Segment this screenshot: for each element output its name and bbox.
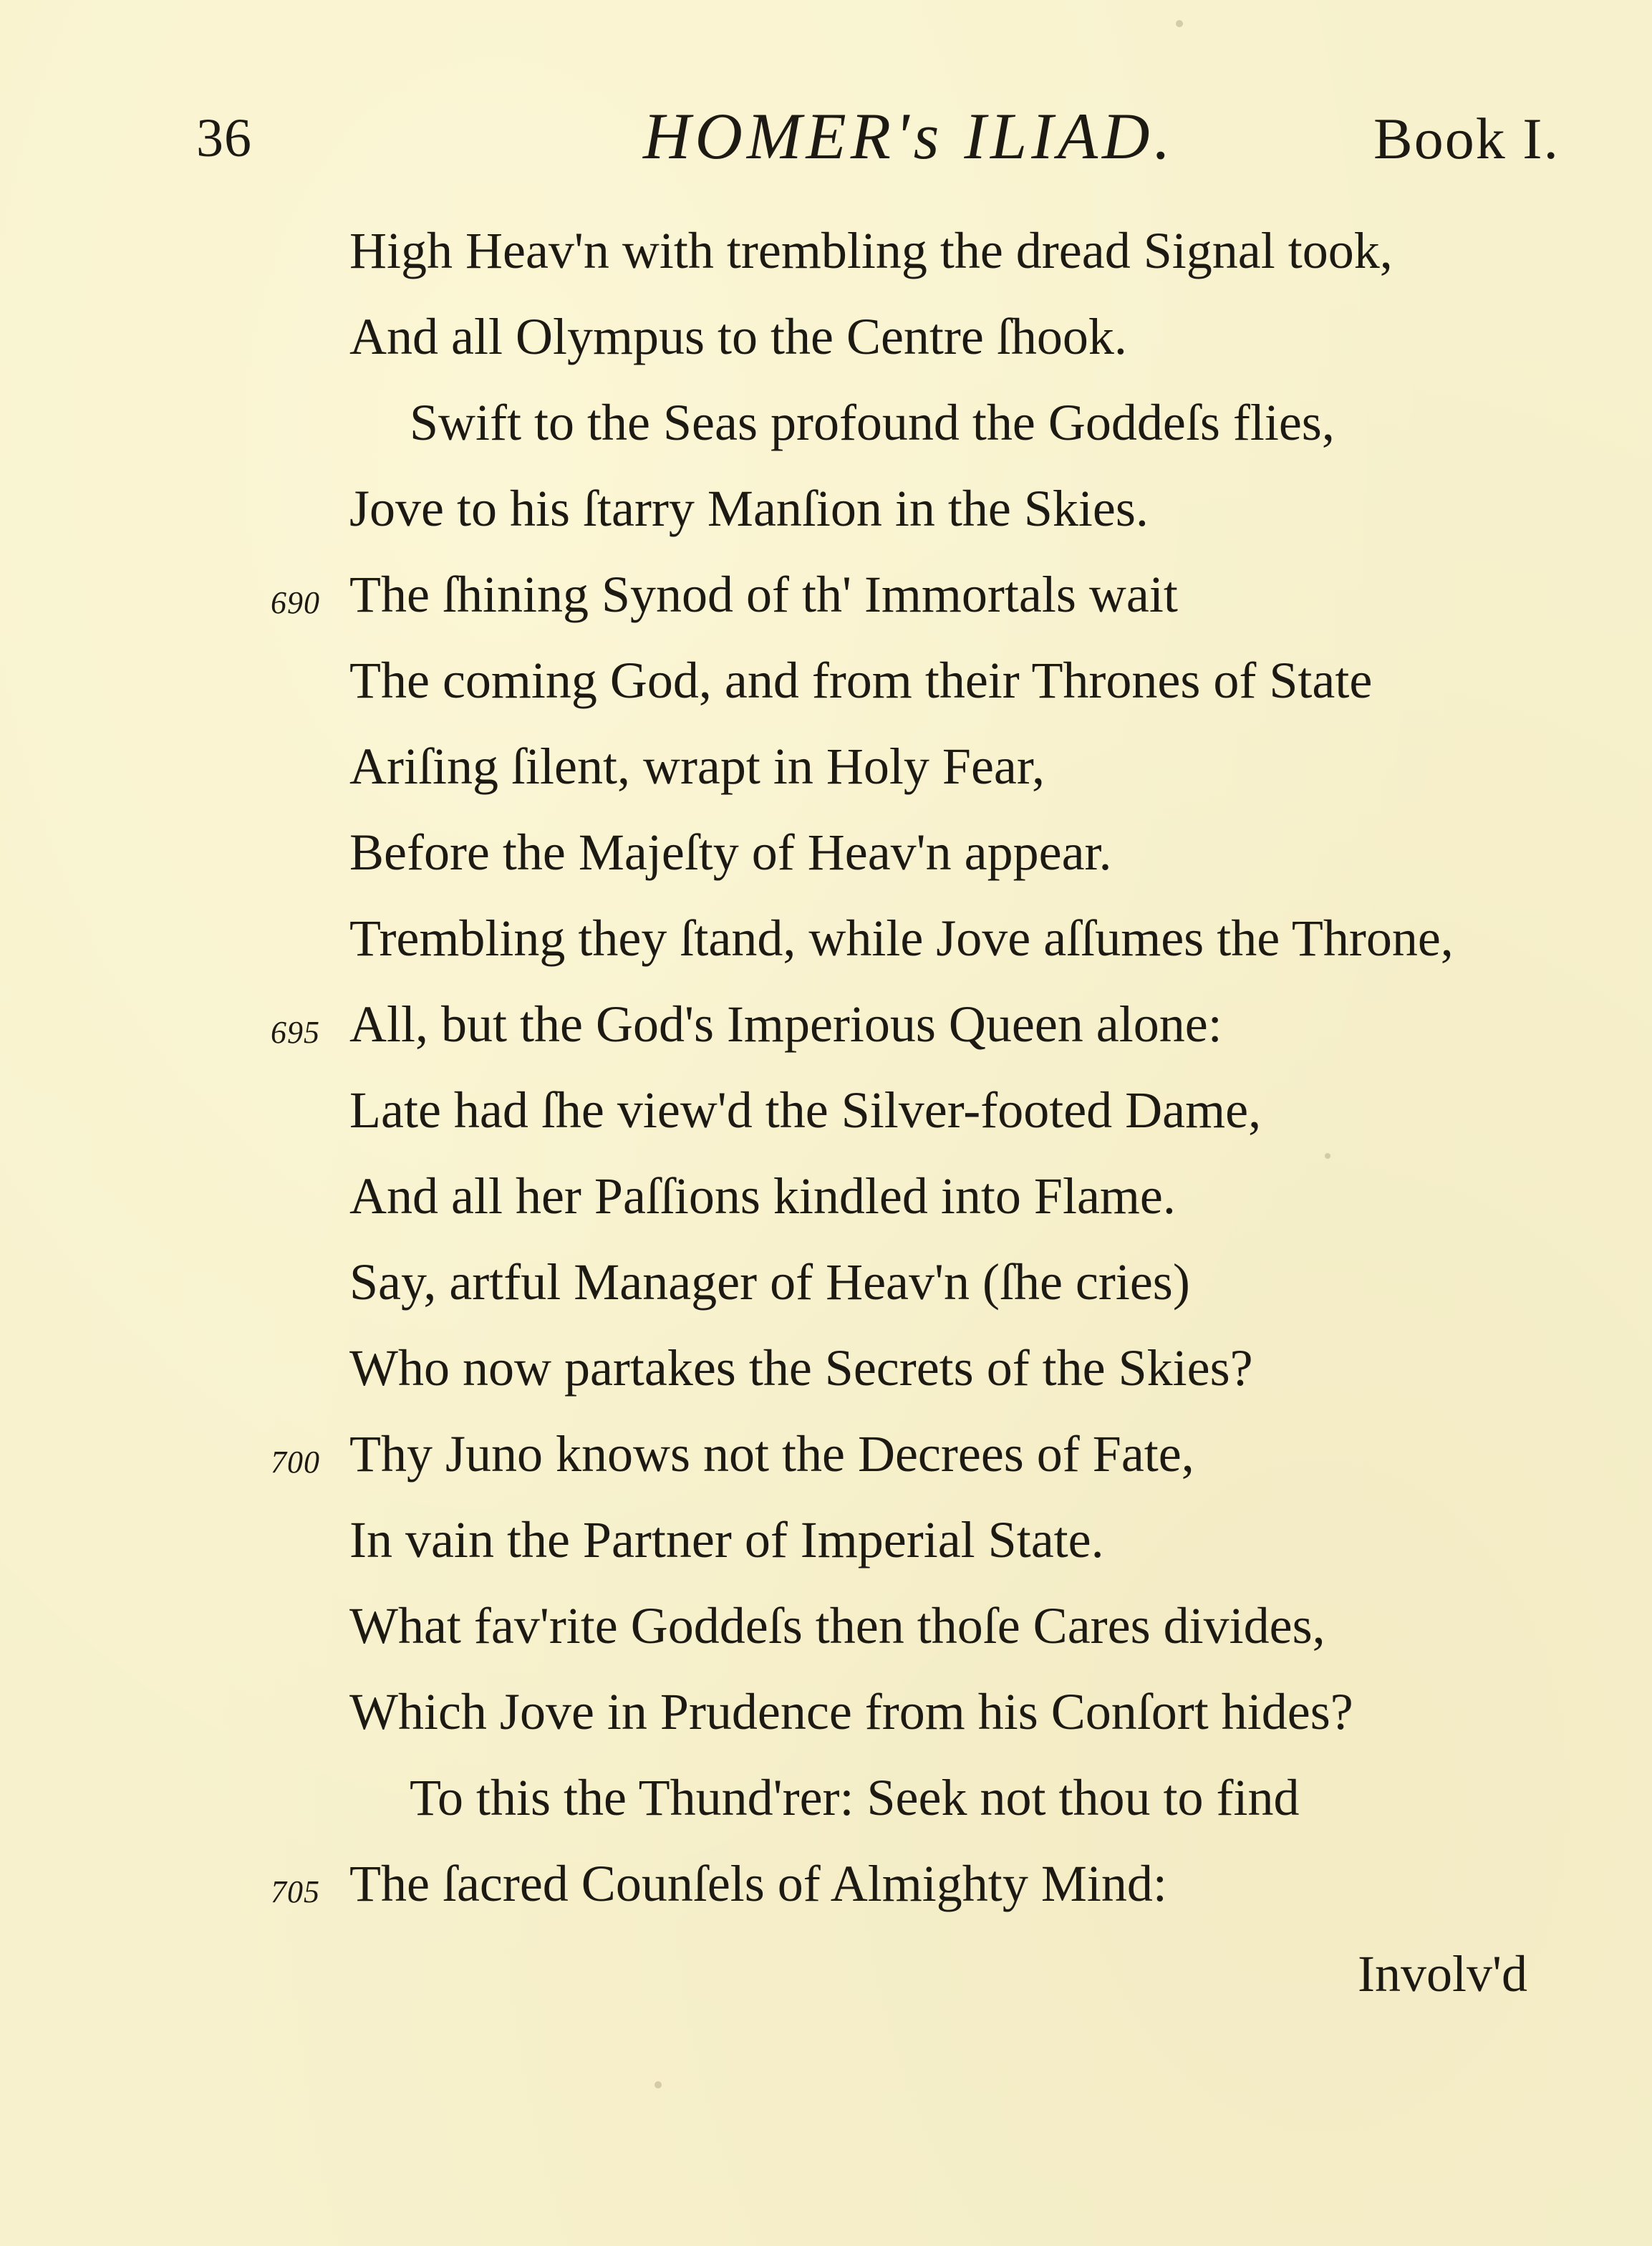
verse-text: The ſhining Synod of th' Immortals wait [349, 566, 1178, 623]
verse-text: Ariſing ſilent, wrapt in Holy Fear, [349, 738, 1045, 795]
book-label: Book I. [1373, 106, 1560, 171]
verse-text: In vain the Partner of Imperial State. [349, 1511, 1104, 1568]
verse-text: Which Jove in Prudence from his Conſort hides? [349, 1683, 1353, 1740]
verse-text: Before the Majeſty of Heav'n appear. [349, 824, 1112, 881]
line-number: 700 [271, 1445, 320, 1480]
verse-line [0, 809, 1652, 895]
verse-line [0, 1239, 1652, 1325]
verse-line [0, 294, 1652, 380]
verse-text: And all Olympus to the Centre ſhook. [349, 308, 1127, 365]
line-number: 705 [271, 1874, 320, 1909]
verse-text: Who now partakes the Secrets of the Skies? [349, 1339, 1253, 1397]
verse-text: Trembling they ſtand, while Jove aſſumes the Throne, [349, 910, 1454, 967]
verse-line [0, 1755, 1652, 1841]
verse-line [0, 208, 1652, 294]
verse-text: Jove to his ſtarry Manſion in the Skies. [349, 480, 1149, 537]
verse-line [0, 466, 1652, 551]
verse-line [0, 1153, 1652, 1239]
running-title: HOMER's ILIAD. [643, 100, 1175, 173]
line-number: 695 [271, 1015, 320, 1050]
verse-line [0, 1583, 1652, 1669]
paper-speck [654, 2081, 662, 2088]
verse-text: Swift to the Seas profound the Goddeſs flies, [410, 394, 1335, 451]
verse-line [0, 1497, 1652, 1583]
paper-speck [1325, 1153, 1330, 1159]
paper-speck [1176, 20, 1183, 27]
page-header [0, 100, 1652, 179]
verse-line [0, 1669, 1652, 1755]
verse-text: High Heav'n with trembling the dread Signal took, [349, 222, 1393, 279]
verse-line [0, 981, 1652, 1067]
verse-text: The ſacred Counſels of Almighty Mind: [349, 1855, 1167, 1912]
verse-line [0, 380, 1652, 466]
verse-text: Late had ſhe view'd the Silver-footed Dame, [349, 1081, 1262, 1139]
verse-text: All, but the God's Imperious Queen alone: [349, 996, 1222, 1053]
verse-line [0, 1067, 1652, 1153]
verse-line [0, 1411, 1652, 1497]
verse-text: Say, artful Manager of Heav'n (ſhe cries) [349, 1253, 1190, 1311]
verse-text: And all her Paſſions kindled into Flame. [349, 1167, 1176, 1225]
catchword: Involv'd [1358, 1945, 1527, 2002]
page-number: 36 [196, 108, 252, 168]
verse-text: The coming God, and from their Thrones of State [349, 652, 1373, 709]
verse-text: To this the Thund'rer: Seek not thou to find [410, 1769, 1300, 1826]
line-number: 690 [271, 585, 320, 620]
verse-line [0, 895, 1652, 981]
verse-text: What fav'rite Goddeſs then thoſe Cares divides, [349, 1597, 1325, 1654]
verse-line [0, 1325, 1652, 1411]
verse-text: Thy Juno knows not the Decrees of Fate, [349, 1425, 1194, 1483]
verse-line [0, 1841, 1652, 1927]
verse-line [0, 551, 1652, 637]
verse-line [0, 637, 1652, 723]
poem-text [0, 208, 1652, 1927]
verse-line [0, 723, 1652, 809]
